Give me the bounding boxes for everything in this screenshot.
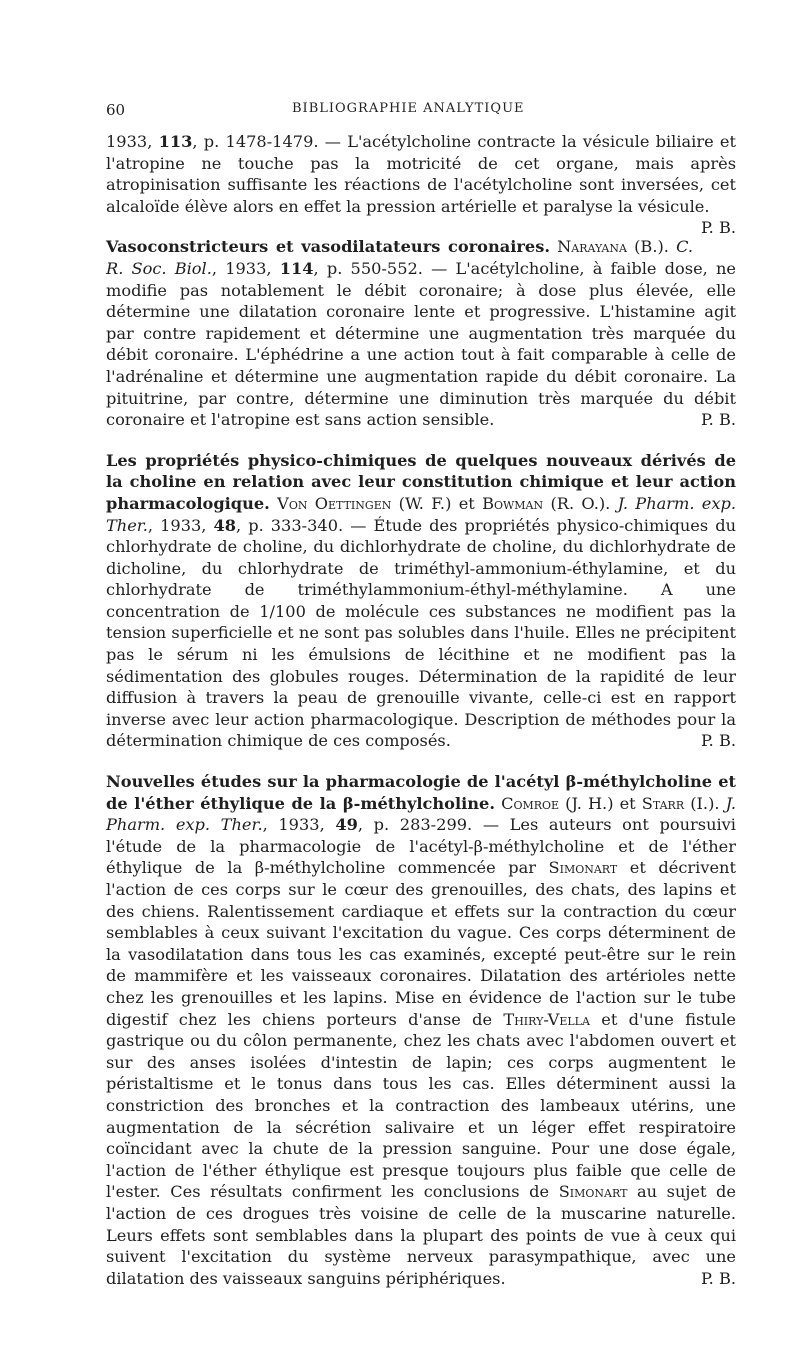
- abstract-body: et décrivent l'action de ces corps sur le cœur des grenouilles, des chats, des lapins et des chiens. Ralentissement cardiaque et effets sur la contraction du cœur semblables à ceux suivant l'excitation du vague. Ces corps déterminent de la vasodilatation dans tous les cas examinés, excepté peut-être sur le rein de mammifère et les vaisseaux coronaires. Dilatation des artérioles nette chez les grenouilles et les lapins. Mise en évidence de l'action sur le tube digestif chez les chiens porteurs d'anse de: [106, 858, 736, 1029]
- abstract-entry: [106, 131, 736, 238]
- citation-year: , 1933,: [147, 515, 214, 535]
- signature: P. B.: [701, 410, 736, 430]
- cited-author: Thiry-Vella: [503, 1009, 590, 1029]
- abstract-body: — L'acétylcholine contracte la vésicule biliaire et l'atropine ne touche pas la motricité de cet organe, mais après atropinisation suffisante les réactions de l'acétylcholine sont inversées, cet alcaloïde élève alors en effet la pression artérielle et paralyse la vésicule.: [106, 132, 736, 216]
- entry-title: Vasoconstricteurs et vasodilatateurs coronaires.: [106, 237, 550, 257]
- entry-title: Nouvelles études sur la pharmacologie de l'acétyl β-méthylcholine et de l'éther éthylique de la β-méthylcholine.: [106, 772, 736, 813]
- author-name: Starr: [641, 793, 685, 813]
- journal-name: J. Pharm. exp. Ther.: [106, 493, 737, 535]
- abstract-entry: [106, 236, 736, 430]
- journal-name: C. R. Soc. Biol.: [106, 237, 694, 278]
- signature: P. B.: [701, 731, 736, 751]
- page-number: 60: [106, 101, 126, 119]
- abstract-entry: [106, 771, 736, 1289]
- citation-volume: 48: [213, 515, 237, 535]
- author-initials: (J. H.) et: [559, 793, 642, 813]
- abstract-body: — L'acétylcholine, à faible dose, ne modifie pas notablement le débit coronaire; à dose plus élevée, elle détermine une dilatation coronaire lente et progressive. L'histamine agit par contre rapidement et détermine une augmentation très marquée du débit coronaire. L'éphédrine a une action tout à fait comparable à celle de l'adrénaline et détermine une augmentation rapide du débit coronaire. La pituitrine, par contre, détermine une diminution très marquée du débit coronaire et l'atropine est sans action sensible.: [106, 258, 736, 430]
- page: [106, 101, 736, 1308]
- signature: P. B.: [701, 218, 736, 238]
- citation-year: , 1933,: [211, 258, 280, 278]
- author-name: Narayana: [557, 237, 627, 257]
- author-initials: (I.).: [684, 793, 726, 813]
- author-initials: (R. O.).: [543, 493, 618, 513]
- citation-pages: , p. 550-552.: [313, 258, 423, 278]
- citation-volume: 114: [279, 258, 314, 278]
- citation-year: 1933,: [106, 132, 159, 151]
- journal-name: J. Pharm. exp. Ther.: [106, 793, 737, 835]
- citation-pages: , p. 333-340.: [236, 515, 344, 535]
- running-title: BIBLIOGRAPHIE ANALYTIQUE: [292, 101, 525, 116]
- citation-year: , 1933,: [262, 815, 336, 835]
- author-initials: (B.).: [626, 237, 677, 257]
- author-initials: (W. F.) et: [391, 493, 483, 513]
- cited-author: Simonart: [548, 858, 618, 878]
- citation-pages: , p. 283-299.: [357, 815, 473, 835]
- citation-volume: 113: [158, 132, 193, 151]
- abstract-body: au sujet de l'action de ces drogues très voisine de celle de la muscarine naturelle. Leurs effets sont semblables dans la plupart des points de vue à ceux qui suivent l'excitation du système nerveux parasympathique, avec une dilatation des vaisseaux sanguins périphériques.: [106, 1182, 736, 1288]
- entry-title: Les propriétés physico-chimiques de quelques nouveaux dérivés de la choline en relation avec leur constitution chimique et leur action pharmacologique.: [106, 450, 736, 513]
- abstract-entry: [106, 450, 736, 752]
- cited-author: Simonart: [558, 1182, 628, 1202]
- abstract-body: et d'une fistule gastrique ou du côlon permanente, chez les chats avec l'abdomen ouvert et sur des anses isolées d'intestin de lapin; ces corps augmentent le péristaltisme et le tonus dans tous les cas. Elles déterminent aussi la constriction des bronches et la contraction des lambeaux utérins, une augmentation de la sécrétion salivaire et un léger effet respiratoire coïncidant avec la chute de la pression sanguine. Pour une dose égale, l'action de l'éther éthylique est presque toujours plus faible que celle de l'ester. Ces résultats confirment les conclusions de: [106, 1009, 736, 1202]
- citation-volume: 49: [335, 815, 358, 835]
- citation-pages: , p. 1478-1479.: [192, 132, 319, 151]
- running-head: [106, 101, 736, 125]
- author-name: Von Oettingen: [277, 493, 392, 513]
- abstract-body: — Étude des propriétés physico-chimiques du chlorhydrate de choline, du dichlorhydrate de choline, du dichlorhydrate de dicholine, du chlorhydrate de triméthyl-ammonium-éthylamine, et du chlorhydrate de triméthylammonium-éthyl-méthylamine. A une concentration de 1/100 de molécule ces substances ne modifient pas la tension superficielle et ne sont pas solubles dans l'huile. Elles ne précipitent pas le sérum ni les émulsions de lécithine et ne modifient pas la sédimentation des globules rouges. Détermination de la rapidité de leur diffusion à travers la peau de grenouille vivante, celle-ci est en rapport inverse avec leur action pharmacologique. Description de méthodes pour la détermination chimique de ces composés.: [106, 515, 737, 751]
- author-name: Bowman: [482, 493, 544, 513]
- author-name: Comroe: [501, 793, 560, 813]
- signature: P. B.: [701, 1268, 736, 1288]
- abstract-body: — Les auteurs ont poursuivi l'étude de la pharmacologie de l'acétyl-β-méthylcholine et de l'éther éthylique de la β-méthylcholine commencée par: [106, 815, 736, 878]
